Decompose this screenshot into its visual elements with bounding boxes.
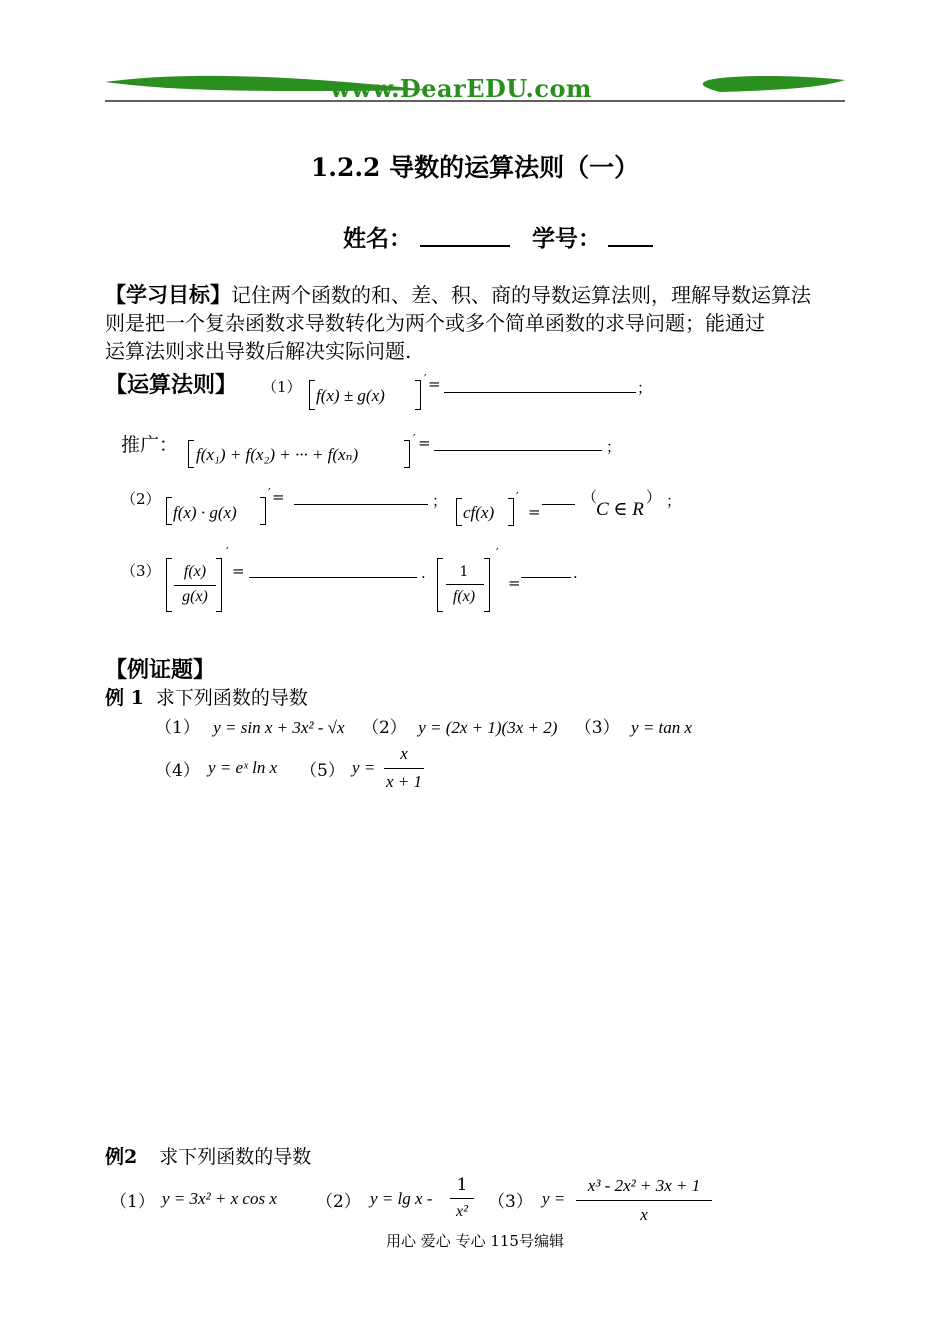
objective-line-2: 则是把一个复杂函数求导数转化为两个或多个简单函数的求导问题；能通过 (105, 311, 765, 335)
rules-tag: 【运算法则】 (105, 372, 238, 398)
objective-line-3: 运算法则求出导数后解决实际问题. (105, 339, 412, 363)
prime-mark: ′ (424, 372, 427, 386)
equals-sign: = (508, 574, 521, 592)
ex2-p2-denominator: x² (456, 1203, 468, 1220)
bracket-left (456, 498, 462, 526)
ex2-p2-lhs: y = lg x - (370, 1189, 433, 1208)
ex1-p1-label: （1） (155, 718, 200, 738)
equals-sign: = (528, 503, 541, 521)
example1-heading (105, 683, 308, 710)
bracket-left (309, 380, 315, 410)
rule1-answer-blank[interactable] (444, 392, 636, 393)
extension-expression: f(x₁) + f(x₂) + ··· + f(xₙ) (196, 445, 359, 464)
bracket-right (404, 440, 410, 468)
bracket-left (188, 440, 194, 468)
ex1-p5-label: （5） (300, 761, 345, 781)
bracket-right (216, 558, 222, 612)
rule3b-denominator: f(x) (452, 588, 476, 605)
fraction-bar (446, 584, 484, 585)
prime-mark: ′ (268, 486, 271, 500)
paren-open: （ (582, 488, 598, 506)
rule1-label: （1） (262, 378, 302, 396)
prime-mark: ′ (226, 545, 229, 559)
fraction-bar (384, 768, 424, 769)
ex2-p2-label: （2） (316, 1192, 361, 1212)
ex2-p3-denominator: x (640, 1205, 648, 1224)
bracket-right (508, 498, 514, 526)
ex1-p3-expression: y = tan x (631, 718, 693, 737)
equals-sign: = (272, 488, 285, 506)
ex2-p1-expression: y = 3x² + x cos x (162, 1189, 277, 1208)
page-title: 1.2.2 导数的运算法则（一） (310, 153, 640, 182)
ex2-p1-label: （1） (110, 1192, 155, 1212)
ex2-p3-numerator: x³ - 2x² + 3x + 1 (587, 1176, 701, 1195)
bracket-left (166, 497, 172, 525)
name-blank[interactable] (420, 245, 510, 247)
ex1-p5-denominator: x + 1 (385, 772, 423, 791)
rule2b-answer-blank[interactable] (542, 504, 575, 505)
period: . (573, 564, 578, 582)
number-label: 学号： (532, 225, 601, 252)
rule3-numerator: f(x) (183, 563, 207, 580)
rule2-answer-blank[interactable] (294, 504, 428, 505)
ex1-p5-lhs: y = (352, 758, 376, 777)
equals-sign: = (232, 562, 245, 580)
bracket-right (484, 558, 490, 612)
ex1-p1-expression: y = sin x + 3x² - √x (213, 718, 345, 737)
rule2-expression: f(x) · g(x) (173, 503, 237, 522)
bracket-right (415, 380, 421, 410)
paren-close: ） (646, 488, 662, 506)
ex2-p3-lhs: y = (542, 1189, 566, 1208)
bracket-right (260, 497, 266, 525)
extension-label: 推广： (121, 434, 179, 456)
site-logo-text: www.DearEDU.com (330, 74, 592, 103)
rule3-answer-blank[interactable] (249, 577, 417, 578)
constant-condition: C ∈ R (596, 499, 644, 520)
objective-line-1: 记住两个函数的和、差、积、商的导数运算法则，理解导数运算法 (231, 283, 811, 307)
rule2b-expression: cf(x) (463, 503, 495, 522)
ex1-p4-expression: y = eˣ ln x (208, 758, 278, 777)
semicolon: ； (432, 492, 448, 510)
equals-sign: = (418, 434, 431, 452)
extension-answer-blank[interactable] (434, 450, 602, 451)
prime-mark: ′ (496, 546, 499, 560)
fraction-bar (576, 1200, 712, 1201)
ex1-p3-label: （3） (574, 718, 620, 738)
prime-mark: ′ (413, 432, 416, 446)
ex1-p2-label: （2） (361, 718, 407, 738)
fraction-bar (174, 585, 216, 586)
number-blank[interactable] (608, 245, 653, 247)
rule3-denominator: g(x) (182, 588, 208, 605)
example2-heading (105, 1142, 311, 1169)
example1-text: 求下列函数的导数 (155, 687, 308, 709)
objective-tag: 【学习目标】 (105, 282, 231, 307)
ex2-p3-label: （3） (488, 1192, 533, 1212)
fraction-bar (450, 1198, 474, 1199)
ex1-p5-numerator: x (400, 744, 408, 763)
example1-label: 例 1 (105, 687, 144, 709)
name-label: 姓名： (343, 225, 412, 252)
semicolon: ； (606, 438, 622, 456)
bracket-left (437, 558, 443, 612)
ex1-p4-label: （4） (155, 761, 200, 781)
rule3b-answer-blank[interactable] (521, 577, 571, 578)
ex2-p2-numerator: 1 (456, 1175, 468, 1195)
rule3-label: （3） (121, 562, 161, 580)
objective-paragraph (105, 282, 811, 308)
example2-label: 例2 (105, 1146, 138, 1168)
ex1-p2-expression: y = (2x + 1)(3x + 2) (418, 718, 558, 737)
equals-sign: = (428, 375, 441, 393)
separator: . (421, 564, 426, 582)
rule1-expression: f(x) ± g(x) (316, 386, 385, 405)
examples-tag: 【例证题】 (105, 657, 216, 683)
rule2-label: （2） (121, 490, 161, 508)
semicolon: ； (666, 492, 682, 510)
page-footer: 用心 爱心 专心 115号编辑 (386, 1232, 564, 1250)
rule3b-numerator: 1 (459, 564, 469, 580)
example1-row1 (155, 713, 692, 738)
prime-mark: ′ (516, 490, 519, 504)
semicolon: ； (637, 379, 653, 397)
example2-text: 求下列函数的导数 (159, 1146, 312, 1168)
